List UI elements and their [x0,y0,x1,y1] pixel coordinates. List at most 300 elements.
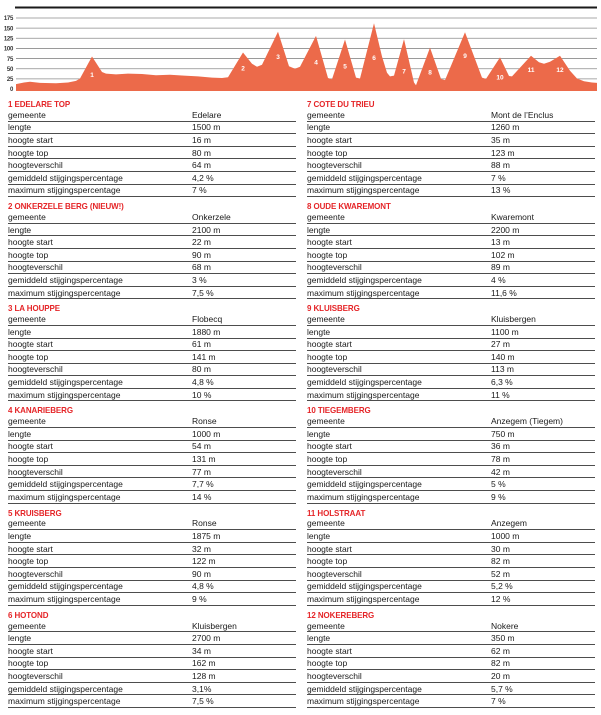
row-value: 30 m [491,543,510,554]
row-label: hoogte start [8,543,53,554]
climb-title [8,610,279,620]
tables-column-left [8,99,296,712]
climb-row-maximum-stijgingspercentage [8,389,296,402]
row-value: 82 m [491,658,510,669]
row-label: gemeente [8,211,46,222]
row-label: hoogte start [307,441,352,452]
row-value: 1260 m [491,122,520,133]
climb-row-gemeente [307,109,595,122]
row-label: hoogte top [8,556,49,567]
row-label: lengte [8,122,32,133]
climb-row-gemeente [307,211,595,224]
row-value: 32 m [192,543,211,554]
climb-title [8,303,279,313]
row-value: 140 m [491,351,515,362]
row-value: Mont de l’Enclus [491,109,554,120]
row-value: 7 % [192,185,207,196]
climb-row-hoogte-start [307,645,595,658]
climb-row-lengte [8,530,296,543]
row-value: 1000 m [192,428,221,439]
peak-number-label-1: 1 [90,71,94,79]
climb-title [8,405,279,415]
row-value: 7 % [491,172,506,183]
row-value: 11 % [491,389,510,400]
climb-row-gemeente [8,211,296,224]
row-value: 350 m [491,633,515,644]
row-value: 42 m [491,466,510,477]
row-value: 68 m [192,262,211,273]
climb-row-gemiddeld-stijgingspercentage [8,274,296,287]
row-label: gemeente [8,620,46,631]
row-label: maximum stijgingspercentage [307,696,420,707]
row-value: 5,7 % [491,683,513,694]
climb-name: HOTOND [14,609,49,620]
y-tick-label-125: 125 [3,36,13,43]
row-label: gemeente [8,314,46,325]
row-label: lengte [8,224,32,235]
row-label: maximum stijgingspercentage [8,185,121,196]
row-label: gemiddeld stijgingspercentage [8,274,123,285]
climb-number: 8 [307,201,312,212]
climb-row-maximum-stijgingspercentage [307,695,595,708]
row-label: maximum stijgingspercentage [307,491,420,502]
row-label: gemeente [307,211,345,222]
climb-title [307,405,578,415]
row-label: gemiddeld stijgingspercentage [307,581,422,592]
climb-tables [0,99,601,712]
row-label: gemiddeld stijgingspercentage [8,581,123,592]
climb-name: KLUISBERG [313,303,360,314]
climb-number: 6 [8,609,13,620]
row-label: maximum stijgingspercentage [307,593,420,604]
climb-row-hoogte-start [8,441,296,454]
row-value: 123 m [491,147,515,158]
climb-name: NOKEREBERG [317,609,375,620]
climb-row-gemeente [307,518,595,531]
climb-row-hoogte-start [8,543,296,556]
row-label: gemeente [307,620,345,631]
climb-row-gemeente [307,415,595,428]
climb-row-hoogte-start [307,134,595,147]
row-label: hoogte start [8,237,53,248]
climb-number: 4 [8,405,13,416]
climb-number: 9 [307,303,312,314]
climb-table [307,99,595,197]
climb-row-gemeente [307,313,595,326]
row-label: maximum stijgingspercentage [8,389,121,400]
row-value: 3,1% [192,683,212,694]
climb-title [307,610,578,620]
climb-name: ONKERZELE BERG (NIEUW!) [14,201,124,212]
climb-row-gemiddeld-stijgingspercentage [8,478,296,491]
climb-row-hoogteverschil [307,466,595,479]
climb-row-hoogteverschil [8,466,296,479]
row-value: 141 m [192,351,216,362]
climb-row-maximum-stijgingspercentage [8,287,296,300]
climb-table [307,508,595,606]
row-label: maximum stijgingspercentage [8,287,121,298]
climb-table [307,610,595,708]
peak-number-label-5: 5 [343,63,347,71]
climb-title [8,508,279,518]
row-value: Anzegem (Tiegem) [491,416,563,427]
y-tick-label-100: 100 [3,46,13,53]
row-label: hoogte top [307,147,348,158]
elevation-area [16,23,597,91]
row-value: 7,5 % [192,696,214,707]
climb-row-hoogte-start [307,441,595,454]
climb-row-gemiddeld-stijgingspercentage [307,683,595,696]
row-label: hoogte start [8,441,53,452]
climb-row-hoogteverschil [8,159,296,172]
row-value: 128 m [192,670,216,681]
climb-row-hoogteverschil [8,262,296,275]
row-value: 113 m [491,364,514,375]
climb-row-maximum-stijgingspercentage [307,389,595,402]
row-label: hoogte start [8,134,53,145]
climb-title [307,99,578,109]
climb-row-hoogte-start [8,645,296,658]
row-value: 5,2 % [491,581,513,592]
climb-row-hoogteverschil [307,262,595,275]
row-value: 61 m [192,339,211,350]
climb-row-maximum-stijgingspercentage [307,185,595,198]
row-label: maximum stijgingspercentage [8,491,121,502]
climb-row-hoogte-top [8,249,296,262]
row-value: Nokere [491,620,519,631]
row-value: Kwaremont [491,211,534,222]
row-label: lengte [307,122,331,133]
climb-name: KRUISBERG [14,507,62,518]
row-label: hoogte top [8,454,49,465]
climb-row-hoogteverschil [307,670,595,683]
climb-row-gemeente [8,415,296,428]
climb-row-hoogte-top [8,351,296,364]
row-value: 13 m [491,237,510,248]
y-tick-label-175: 175 [3,16,13,23]
climb-rows [8,109,296,197]
climb-row-maximum-stijgingspercentage [307,287,595,300]
climb-number: 3 [8,303,13,314]
climb-row-hoogteverschil [307,364,595,377]
climb-row-lengte [307,326,595,339]
row-label: hoogte top [8,249,49,260]
row-value: 1100 m [491,326,519,337]
row-label: lengte [307,531,331,542]
climb-rows [307,620,595,708]
row-label: hoogteverschil [8,466,63,477]
row-label: hoogte start [307,134,352,145]
climb-table [307,303,595,401]
climb-row-gemiddeld-stijgingspercentage [8,376,296,389]
row-label: lengte [307,224,331,235]
row-value: 7,5 % [192,287,214,298]
climb-row-hoogte-top [307,658,595,671]
y-tick-label-0: 0 [9,87,13,94]
row-label: lengte [307,633,331,644]
climb-title [307,303,578,313]
climb-row-hoogteverschil [8,364,296,377]
climb-name: TIEGEMBERG [317,405,371,416]
climb-row-lengte [307,530,595,543]
climb-rows [8,211,296,299]
row-label: hoogte top [307,351,348,362]
row-label: gemiddeld stijgingspercentage [8,377,123,388]
row-label: hoogteverschil [8,160,63,171]
row-value: 1880 m [192,326,221,337]
climb-number: 2 [8,201,13,212]
row-label: hoogteverschil [8,568,63,579]
row-value: 4,8 % [192,377,214,388]
climb-row-hoogte-top [8,453,296,466]
row-label: maximum stijgingspercentage [8,593,121,604]
climb-row-maximum-stijgingspercentage [8,593,296,606]
row-value: 162 m [192,658,216,669]
row-label: hoogteverschil [307,364,362,375]
climb-row-maximum-stijgingspercentage [8,185,296,198]
climb-row-hoogte-top [307,453,595,466]
climb-row-lengte [307,428,595,441]
row-label: hoogte top [307,249,348,260]
climb-row-hoogte-top [307,351,595,364]
climb-table [8,303,296,401]
climb-number: 12 [307,609,316,620]
climb-table [8,508,296,606]
climb-rows [307,109,595,197]
row-value: 20 m [491,670,510,681]
row-label: hoogte start [307,645,352,656]
row-label: hoogteverschil [307,160,362,171]
row-label: gemiddeld stijgingspercentage [307,377,422,388]
row-label: gemiddeld stijgingspercentage [307,683,422,694]
climb-name: OUDE KWAREMONT [313,201,391,212]
row-value: 10 % [192,389,212,400]
elevation-profile-chart [0,0,601,95]
climb-row-lengte [8,632,296,645]
row-label: gemeente [307,518,345,529]
climb-row-hoogte-start [8,134,296,147]
row-value: 131 m [192,454,216,465]
climb-row-hoogte-top [307,249,595,262]
row-value: 27 m [491,339,510,350]
row-value: Ronse [192,518,217,529]
row-label: gemeente [8,518,46,529]
row-value: 16 m [192,134,211,145]
climb-row-hoogte-top [8,658,296,671]
row-value: 62 m [491,645,510,656]
row-value: 78 m [491,454,510,465]
row-value: Anzegem [491,518,527,529]
row-label: hoogte start [307,543,352,554]
row-label: lengte [8,326,32,337]
row-value: 77 m [192,466,211,477]
climb-row-lengte [307,224,595,237]
row-label: lengte [8,428,32,439]
row-label: maximum stijgingspercentage [307,287,420,298]
climb-rows [8,415,296,503]
climb-row-gemiddeld-stijgingspercentage [307,376,595,389]
row-label: hoogte top [307,658,348,669]
climb-row-lengte [307,632,595,645]
row-label: gemiddeld stijgingspercentage [8,172,123,183]
climb-table [307,405,595,503]
row-label: hoogteverschil [8,262,63,273]
row-label: hoogteverschil [307,262,362,273]
climb-row-maximum-stijgingspercentage [307,593,595,606]
climb-row-gemiddeld-stijgingspercentage [8,581,296,594]
climb-title [8,99,279,109]
climb-row-lengte [307,122,595,135]
climb-row-gemiddeld-stijgingspercentage [307,478,595,491]
row-value: 14 % [192,491,212,502]
row-value: 64 m [192,160,211,171]
climb-row-hoogte-start [307,339,595,352]
row-value: 4,2 % [192,172,214,183]
row-value: 6,3 % [491,377,513,388]
row-label: lengte [307,428,331,439]
row-value: 11,6 % [491,287,517,298]
row-label: lengte [8,633,32,644]
row-label: gemiddeld stijgingspercentage [307,479,422,490]
climb-title [8,201,279,211]
peak-number-label-2: 2 [241,65,245,73]
row-label: gemeente [307,109,345,120]
row-label: gemeente [8,109,46,120]
climb-number: 11 [307,507,316,518]
climb-row-gemiddeld-stijgingspercentage [307,274,595,287]
row-value: 90 m [192,568,211,579]
row-label: hoogteverschil [8,364,63,375]
row-label: gemeente [8,416,46,427]
climb-name: EDELARE TOP [14,99,71,109]
row-value: 52 m [491,568,510,579]
climb-row-hoogte-top [307,147,595,160]
row-label: maximum stijgingspercentage [307,389,420,400]
y-tick-label-50: 50 [6,66,13,73]
climb-name: KANARIEBERG [14,405,73,416]
row-value: 1500 m [192,122,221,133]
row-value: Kluisbergen [491,314,536,325]
climb-table [307,201,595,299]
climb-row-hoogte-start [8,339,296,352]
row-label: hoogteverschil [307,466,362,477]
row-label: gemiddeld stijgingspercentage [307,172,422,183]
climb-row-gemiddeld-stijgingspercentage [307,581,595,594]
row-value: 4 % [491,274,506,285]
climb-number: 1 [8,99,13,109]
climb-rows [307,518,595,606]
climb-row-maximum-stijgingspercentage [307,491,595,504]
climb-row-hoogte-top [8,147,296,160]
row-value: 88 m [491,160,510,171]
row-value: 36 m [491,441,510,452]
climb-row-lengte [8,428,296,441]
climb-row-hoogte-top [307,555,595,568]
climb-row-hoogteverschil [8,670,296,683]
climb-row-maximum-stijgingspercentage [8,491,296,504]
row-value: Kluisbergen [192,620,237,631]
row-value: 34 m [192,645,211,656]
row-value: 9 % [491,491,506,502]
climb-rows [307,415,595,503]
row-value: 7,7 % [192,479,214,490]
row-label: maximum stijgingspercentage [8,696,121,707]
climb-name: HOLSTRAAT [317,507,366,518]
row-value: 5 % [491,479,506,490]
climb-row-hoogte-start [307,236,595,249]
row-label: hoogteverschil [8,670,63,681]
climb-name: LA HOUPPE [14,303,60,314]
row-label: gemeente [307,416,345,427]
row-label: hoogte start [307,237,352,248]
climb-table [8,201,296,299]
climb-row-gemeente [307,620,595,633]
climb-row-gemeente [8,313,296,326]
climb-row-hoogteverschil [8,568,296,581]
row-label: gemiddeld stijgingspercentage [8,683,123,694]
row-label: hoogteverschil [307,568,362,579]
peak-number-label-10: 10 [496,74,504,82]
row-value: Flobecq [192,314,223,325]
climb-row-gemeente [8,620,296,633]
peak-number-label-3: 3 [276,53,280,61]
climb-row-gemeente [8,109,296,122]
row-label: lengte [307,326,331,337]
climb-rows [8,620,296,708]
climb-row-lengte [8,326,296,339]
row-label: hoogte start [8,339,53,350]
row-value: Edelare [192,109,222,120]
row-value: 35 m [491,134,510,145]
climb-row-lengte [8,122,296,135]
climb-row-hoogteverschil [307,568,595,581]
climb-row-gemiddeld-stijgingspercentage [8,172,296,185]
climb-row-gemiddeld-stijgingspercentage [307,172,595,185]
row-value: 2700 m [192,633,221,644]
row-value: Onkerzele [192,211,231,222]
climb-row-gemeente [8,518,296,531]
climb-number: 10 [307,405,316,416]
climb-rows [307,313,595,401]
climb-row-lengte [8,224,296,237]
row-value: 3 % [192,274,207,285]
climb-row-hoogte-top [8,555,296,568]
row-value: 22 m [192,237,211,248]
row-value: 1000 m [491,531,520,542]
y-tick-label-75: 75 [6,56,13,63]
climb-number: 5 [8,507,13,518]
row-value: 13 % [491,185,511,196]
row-label: maximum stijgingspercentage [307,185,420,196]
tables-column-right [307,99,595,712]
climb-title [307,508,578,518]
climb-row-hoogte-start [307,543,595,556]
climb-number: 7 [307,99,312,109]
elevation-profile-svg [0,0,601,95]
row-label: gemiddeld stijgingspercentage [8,479,123,490]
row-label: hoogteverschil [307,670,362,681]
climb-title [307,201,578,211]
climb-row-maximum-stijgingspercentage [8,695,296,708]
row-value: 80 m [192,147,211,158]
row-label: hoogte start [8,645,53,656]
row-label: hoogte top [307,454,348,465]
row-value: 122 m [192,556,216,567]
row-value: 54 m [192,441,211,452]
peak-number-label-11: 11 [527,66,535,74]
row-value: 80 m [192,364,211,375]
row-value: 82 m [491,556,510,567]
